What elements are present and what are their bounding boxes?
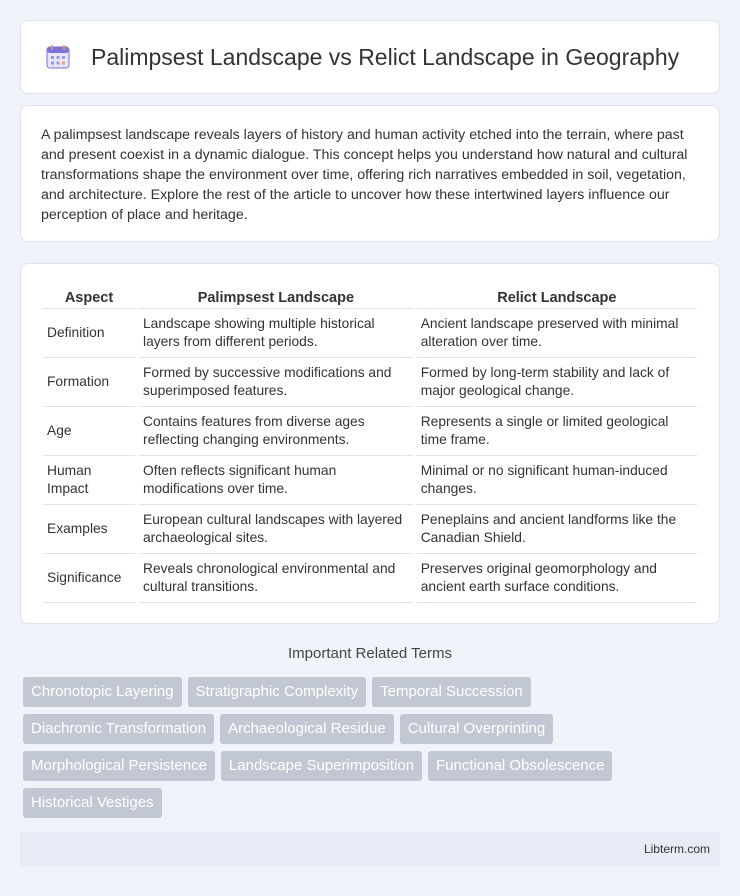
column-header-relict: Relict Landscape [417, 284, 697, 309]
column-header-aspect: Aspect [43, 284, 135, 309]
footer [20, 832, 720, 866]
aspect-cell: Definition [43, 309, 135, 358]
table-row [43, 309, 697, 358]
aspect-cell: Significance [43, 554, 135, 603]
related-term-tag[interactable]: Morphological Persistence [23, 751, 215, 781]
table-row [43, 505, 697, 554]
palimpsest-cell: Formed by successive modifications and superimposed features. [139, 358, 413, 407]
related-term-tag[interactable]: Landscape Superimposition [221, 751, 422, 781]
related-term-tag[interactable]: Historical Vestiges [23, 788, 162, 818]
table-row [43, 554, 697, 603]
intro-paragraph: A palimpsest landscape reveals layers of history and human activity etched into the terrain, where past and present coexist in a dynamic dialogue. This concept helps you understand how natural and cultural transformations shape the environment over time, offering rich narratives embedded in soil, vegetation, and architecture. Explore the rest of the article to uncover how these intertwined layers influence our perception of place and heritage. [41, 127, 688, 223]
relict-cell: Represents a single or limited geological time frame. [417, 407, 697, 456]
aspect-cell: Examples [43, 505, 135, 554]
comparison-table [39, 284, 701, 603]
palimpsest-cell: European cultural landscapes with layered archaeological sites. [139, 505, 413, 554]
table-row [43, 407, 697, 456]
related-term-tag[interactable]: Stratigraphic Complexity [188, 677, 367, 707]
related-term-tag[interactable]: Temporal Succession [372, 677, 531, 707]
related-term-tag[interactable]: Diachronic Transformation [23, 714, 214, 744]
related-term-tag[interactable]: Functional Obsolescence [428, 751, 612, 781]
table-header-row [43, 284, 697, 309]
related-term-tag[interactable]: Chronotopic Layering [23, 677, 182, 707]
related-term-tag[interactable]: Archaeological Residue [220, 714, 394, 744]
page-title: Palimpsest Landscape vs Relict Landscape in Geography [91, 43, 680, 70]
related-terms-list [23, 677, 703, 825]
related-terms-heading: Important Related Terms [288, 645, 452, 662]
table-row [43, 358, 697, 407]
aspect-cell: Human Impact [43, 456, 135, 505]
comparison-card [20, 263, 720, 624]
relict-cell: Preserves original geomorphology and ancient earth surface conditions. [417, 554, 697, 603]
relict-cell: Minimal or no significant human-induced changes. [417, 456, 697, 505]
table-row [43, 456, 697, 505]
relict-cell: Formed by long-term stability and lack of major geological change. [417, 358, 697, 407]
related-term-tag[interactable]: Cultural Overprinting [400, 714, 554, 744]
palimpsest-cell: Often reflects significant human modifications over time. [139, 456, 413, 505]
relict-cell: Ancient landscape preserved with minimal alteration over time. [417, 309, 697, 358]
intro-card [20, 105, 720, 242]
calendar-grid-icon [45, 44, 71, 70]
palimpsest-cell: Contains features from diverse ages reflecting changing environments. [139, 407, 413, 456]
palimpsest-cell: Landscape showing multiple historical layers from different periods. [139, 309, 413, 358]
column-header-palimpsest: Palimpsest Landscape [139, 284, 413, 309]
aspect-cell: Formation [43, 358, 135, 407]
header-card [20, 20, 720, 94]
relict-cell: Peneplains and ancient landforms like the Canadian Shield. [417, 505, 697, 554]
aspect-cell: Age [43, 407, 135, 456]
palimpsest-cell: Reveals chronological environmental and cultural transitions. [139, 554, 413, 603]
footer-brand-link[interactable]: Libterm.com [643, 842, 710, 856]
